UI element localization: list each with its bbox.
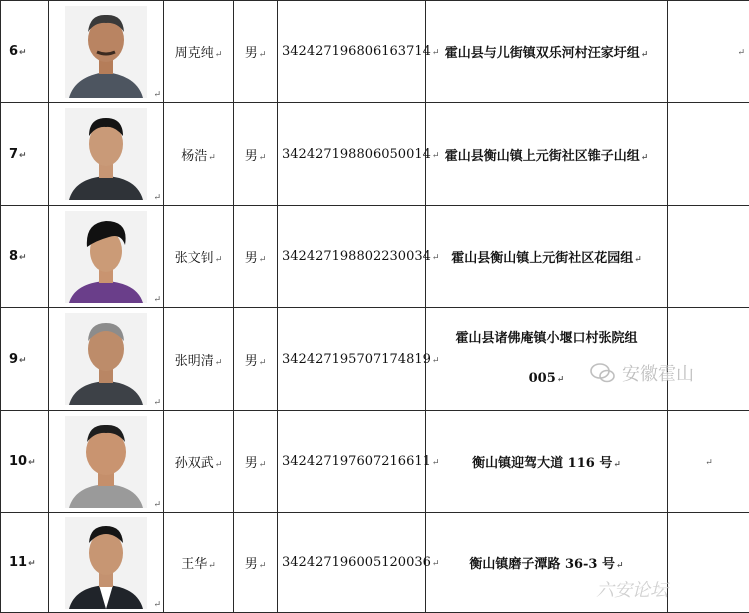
table-row: 9↵ ↵ 张明清↵ 男↵ 342427195707174819↵ 霍山县诸佛庵镇小堰口村张院组 005↵ (1, 308, 749, 411)
person-name: 张明清 (175, 354, 214, 369)
person-photo (65, 108, 147, 200)
person-photo (65, 517, 147, 609)
forum-logo-text: 六安论坛 (596, 576, 668, 602)
person-photo (65, 313, 147, 405)
row-number: 6 (9, 44, 18, 59)
address: 霍山县与儿街镇双乐河村汪家圩组 (445, 46, 640, 61)
address: 衡山镇迎驾大道 116 号 (472, 456, 612, 471)
person-gender: 男 (245, 557, 258, 572)
row-number: 7 (9, 147, 18, 162)
person-name: 周克纯 (175, 46, 214, 61)
table-row: 10↵ ↵ 孙双武↵ 男↵ 342427197607216611↵ 衡山镇迎驾大道 116 号↵ ↵ (1, 411, 749, 513)
person-gender: 男 (245, 149, 258, 164)
person-gender: 男 (245, 251, 258, 266)
id-number: 342427198806050014 (282, 147, 431, 162)
person-gender: 男 (245, 456, 258, 471)
table-row: 8↵ ↵ 张文钊↵ 男↵ 342427198802230034↵ 霍山县衡山镇上元街社区花园组↵ (1, 206, 749, 308)
table-row: 11↵ ↵ 王华↵ 男↵ 342427196005120036↵ 衡山镇磨子潭路 36-3 号↵ (1, 513, 749, 613)
person-photo (65, 211, 147, 303)
row-number: 11 (9, 555, 27, 570)
address: 霍山县衡山镇上元街社区锥子山组 (445, 149, 640, 164)
person-name: 杨浩 (181, 149, 207, 164)
table-row: 7↵ ↵ 杨浩↵ 男↵ 342427198806050014↵ 霍山县衡山镇上元街社区锥子山组↵ (1, 103, 749, 206)
id-number: 342427197607216611 (282, 454, 431, 469)
address: 衡山镇磨子潭路 36-3 号 (469, 557, 615, 572)
row-number: 9 (9, 352, 18, 367)
table-row: 6↵ ↵ 周克纯↵ 男↵ 342427196806163714↵ 霍山县与儿街镇双乐河村汪家圩组↵ ↵ (1, 1, 749, 103)
person-gender: 男 (245, 354, 258, 369)
person-gender: 男 (245, 46, 258, 61)
id-number: 342427196005120036 (282, 555, 431, 570)
person-photo (65, 6, 147, 98)
person-name: 王华 (181, 557, 207, 572)
person-name: 张文钊 (175, 251, 214, 266)
watermark-text: 安徽霍山 (622, 360, 694, 386)
person-name: 孙双武 (175, 456, 214, 471)
address: 霍山县衡山镇上元街社区花园组 (451, 251, 633, 266)
row-number: 10 (9, 454, 27, 469)
address: 霍山县诸佛庵镇小堰口村张院组 (455, 319, 637, 359)
address-line-2: 005 (529, 371, 556, 386)
row-number: 8 (9, 249, 18, 264)
id-number: 342427198802230034 (282, 249, 431, 264)
id-number: 342427196806163714 (282, 44, 431, 59)
id-number: 342427195707174819 (282, 352, 431, 367)
person-photo (65, 416, 147, 508)
